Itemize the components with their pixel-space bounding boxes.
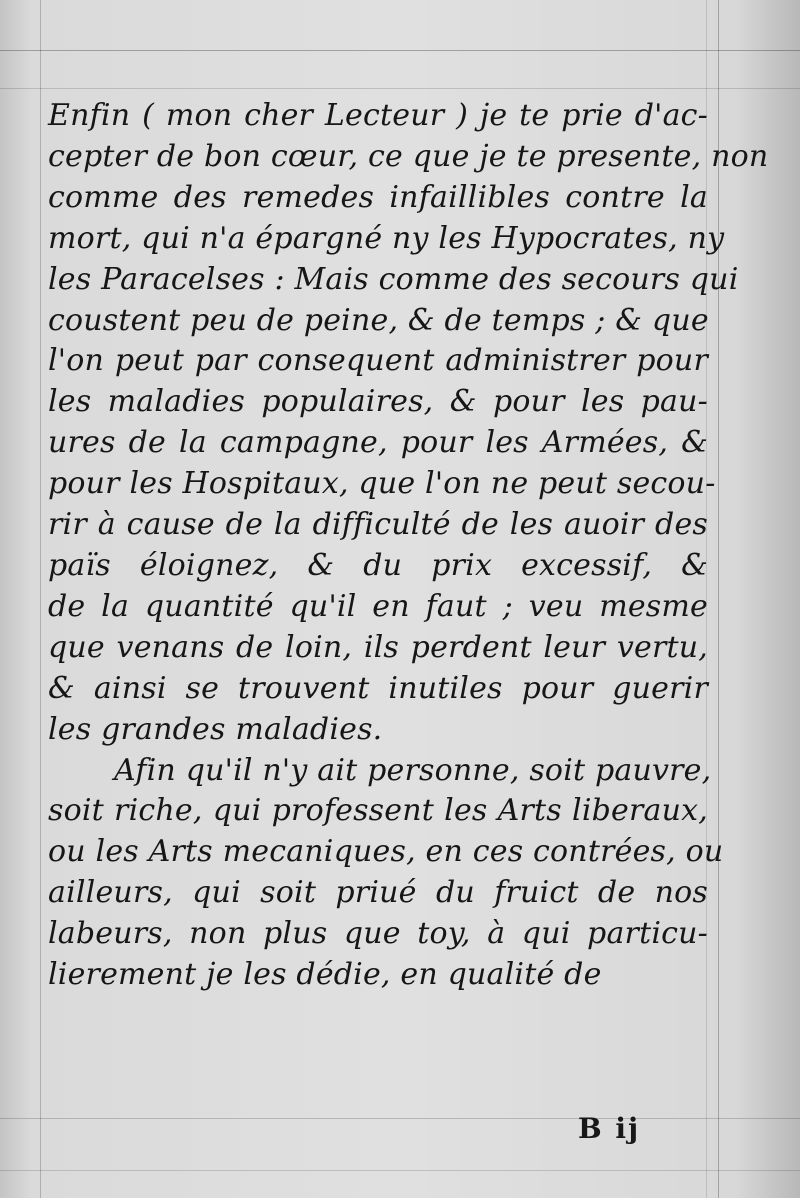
text-line: & ainsi se trouvent inutiles pour guerir <box>48 670 708 706</box>
paragraph-end-line: les grandes maladies. <box>48 711 383 747</box>
text-line: les Paracelses : Mais comme des secours qui <box>48 261 739 297</box>
paragraph-start-line: Afin qu'il n'y ait personne, soit pauvre, <box>114 752 712 788</box>
page-fold-line <box>0 88 800 89</box>
text-line: comme des remedes infaillibles contre la <box>48 179 708 215</box>
text-line: coustent peu de peine, & de temps ; & que <box>48 302 709 338</box>
text-line: les maladies populaires, & pour les pau- <box>48 384 708 420</box>
text-line: de la quantité qu'il en faut ; veu mesme <box>48 588 708 624</box>
text-line: Enfin ( mon cher Lecteur ) je te prie d'ac- <box>48 98 708 133</box>
text-line-last: lierement je les dédie, en qualité de <box>48 957 602 993</box>
body-text <box>48 96 769 996</box>
page-edge-bottom-lower <box>0 1170 800 1171</box>
text-line: ailleurs, qui soit priué du fruict de nos <box>48 875 708 911</box>
text-line: pour les Hospitaux, que l'on ne peut secou- <box>48 466 716 502</box>
page-edge-top <box>0 50 800 51</box>
text-line: ures de la campagne, pour les Armées, & <box>48 425 708 461</box>
page-edge-left <box>40 0 41 1198</box>
text-line: mort, qui n'a épargné ny les Hypocrates, ny <box>48 220 725 256</box>
text-line: que venans de loin, ils perdent leur vertu, <box>48 629 708 665</box>
text-line: païs éloignez, & du prix excessif, & <box>48 547 708 583</box>
page-edge-right <box>718 0 719 1198</box>
text-line: l'on peut par consequent administrer pour <box>48 343 708 379</box>
text-line: rir à cause de la difficulté de les auoir des <box>48 507 708 543</box>
text-line: soit riche, qui professent les Arts liberaux, <box>48 793 708 829</box>
text-line: cepter de bon cœur, ce que je te presente, non <box>48 138 769 174</box>
text-line: labeurs, non plus que toy, à qui particu- <box>48 916 708 952</box>
signature-mark: B ij <box>578 1112 641 1145</box>
page-edge-bottom <box>0 1118 800 1119</box>
text-line: ou les Arts mecaniques, en ces contrées, ou <box>48 834 724 870</box>
